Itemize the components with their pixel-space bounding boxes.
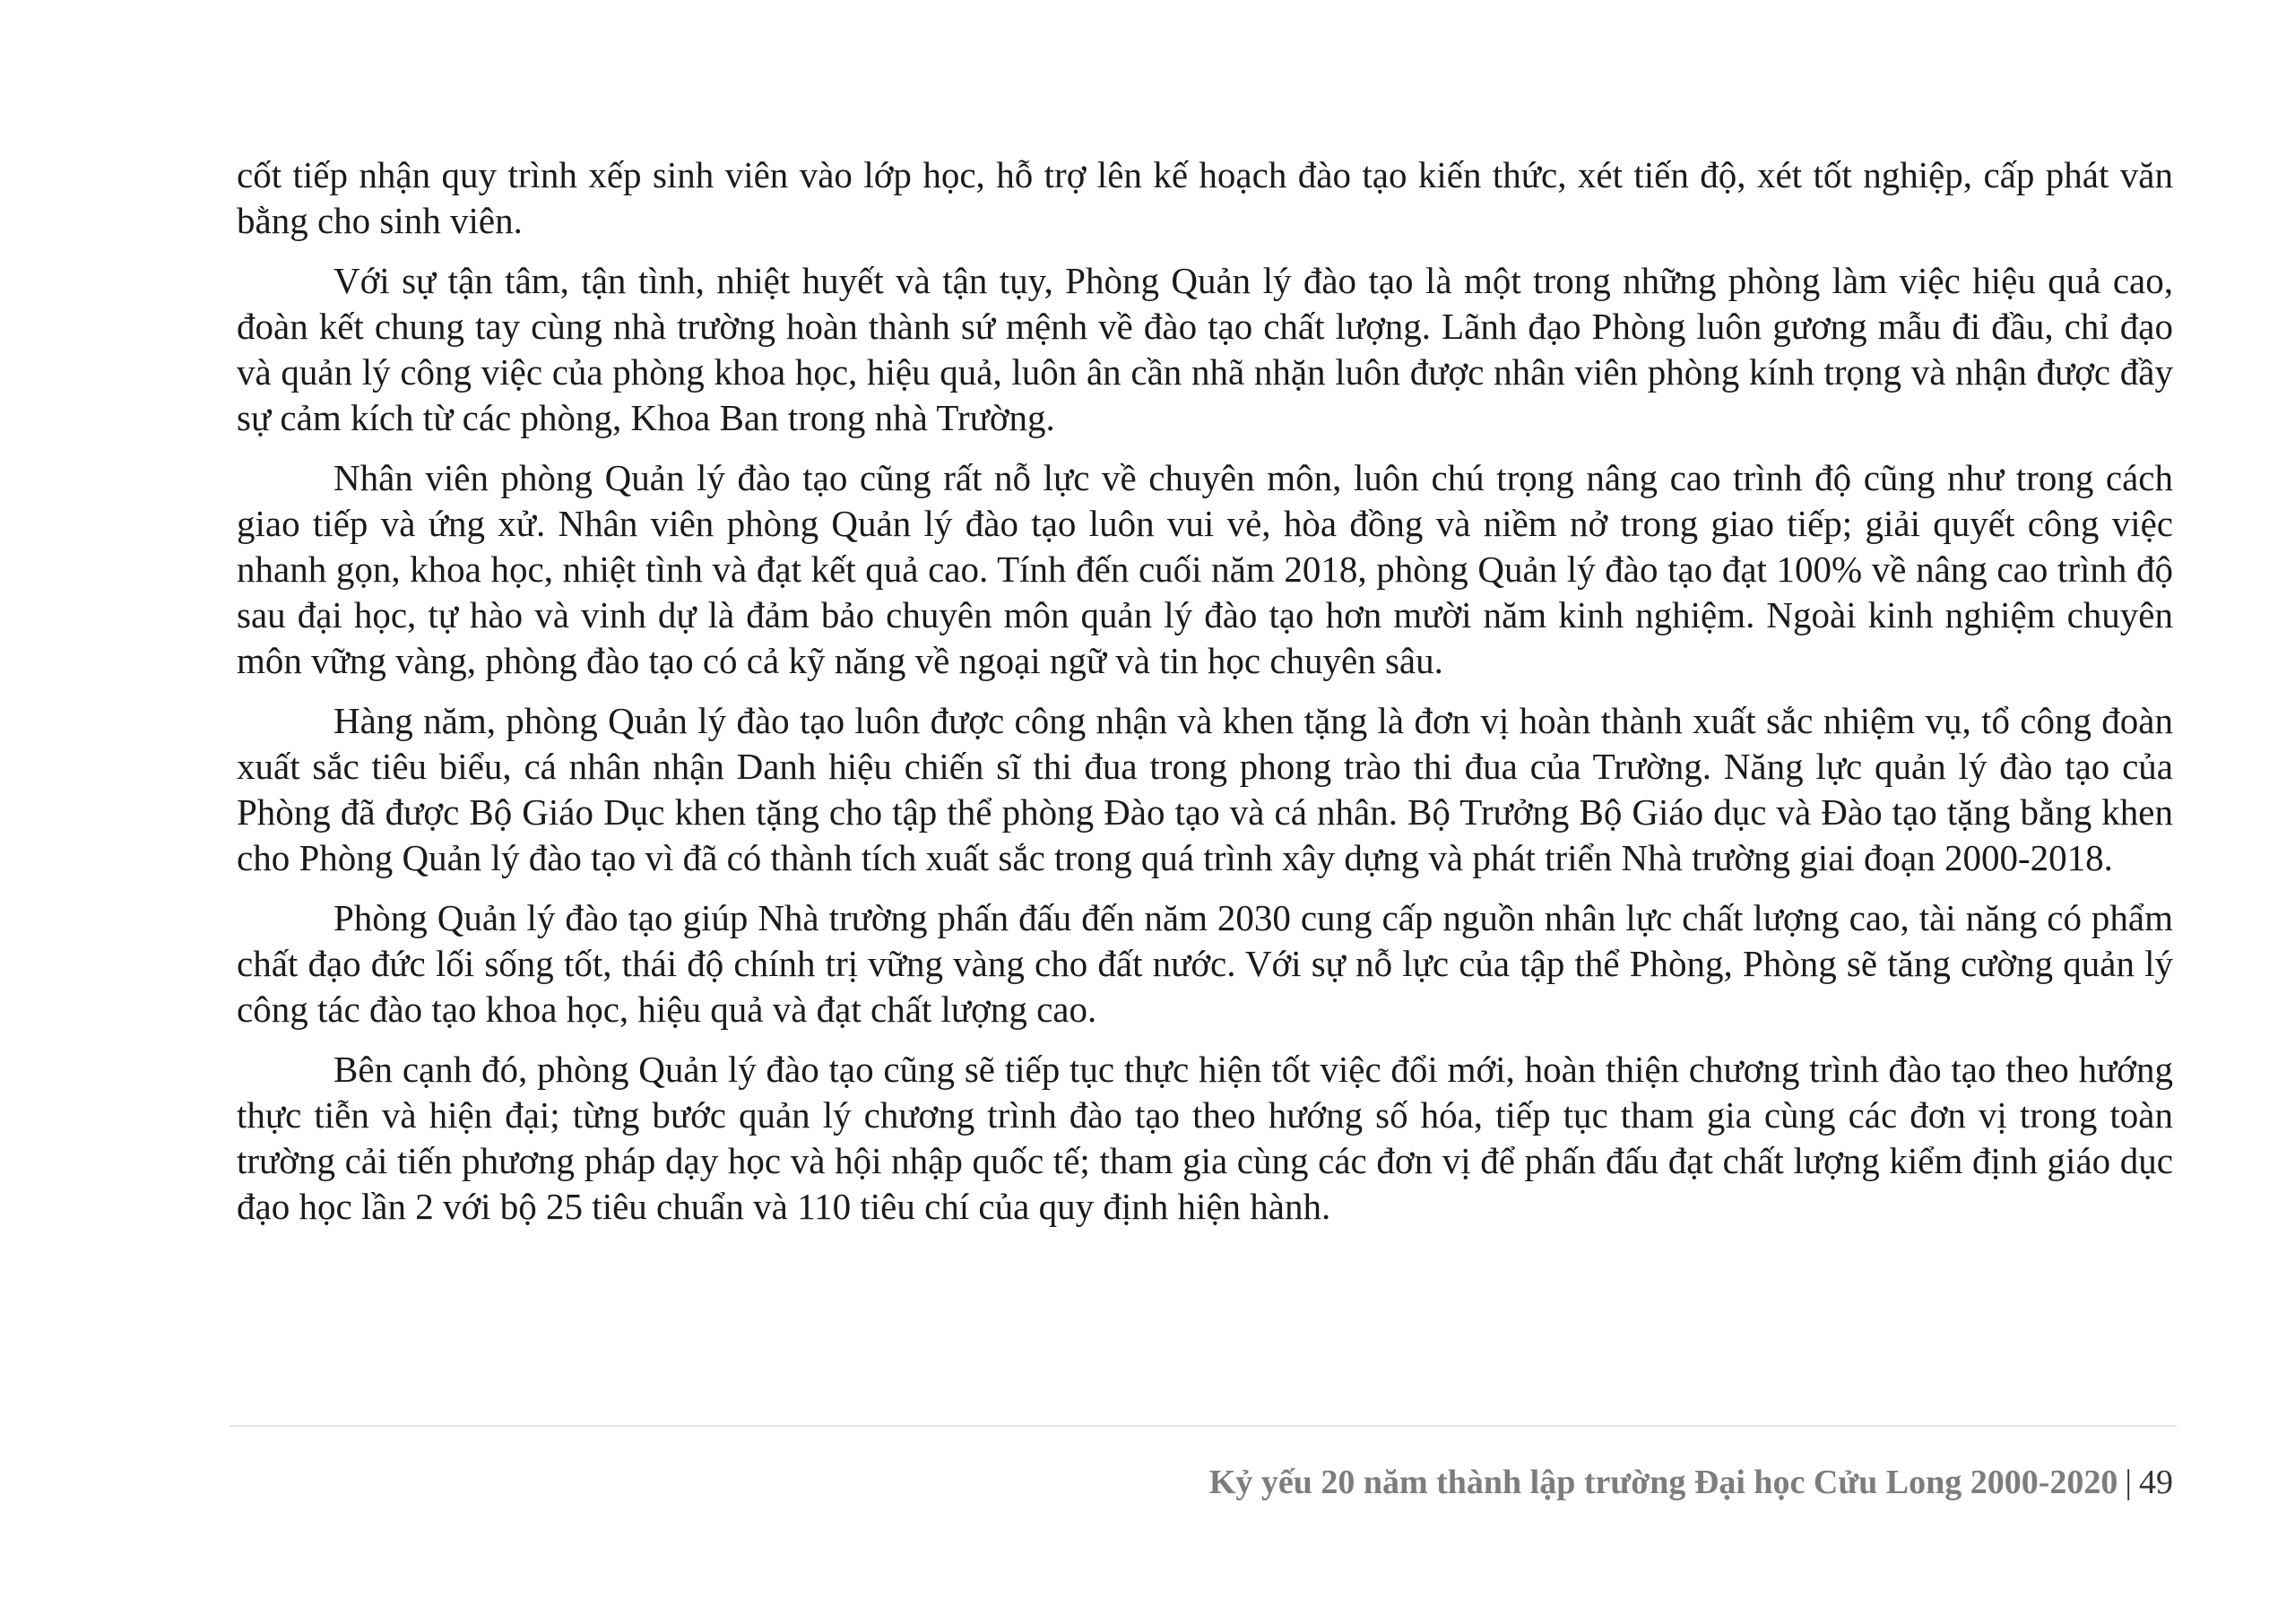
page-footer — [1209, 1461, 2173, 1504]
paragraph: Nhân viên phòng Quản lý đào tạo cũng rất nỗ lực về chuyên môn, luôn chú trọng nâng cao trình độ cũng như trong cách giao tiếp và ứng xử. Nhân viên phòng Quản lý đào tạo luôn vui vẻ, hòa đồng và niềm nở trong giao tiếp; giải quyết công việc nhanh gọn, khoa học, nhiệt tình và đạt kết quả cao. Tính đến cuối năm 2018, phòng Quản lý đào tạo đạt 100% về nâng cao trình độ sau đại học, tự hào và vinh dự là đảm bảo chuyên môn quản lý đào tạo hơn mười năm kinh nghiệm. Ngoài kinh nghiệm chuyên môn vững vàng, phòng đào tạo có cả kỹ năng về ngoại ngữ và tin học chuyên sâu. — [237, 457, 2173, 681]
body-text — [237, 152, 2173, 1244]
footer-title: Kỷ yếu 20 năm thành lập trường Đại học Cửu Long 2000-2020 — [1208, 1464, 2118, 1501]
paragraph: Phòng Quản lý đào tạo giúp Nhà trường phấn đấu đến năm 2030 cung cấp nguồn nhân lực chất lượng cao, tài năng có phẩm chất đạo đức lối sống tốt, thái độ chính trị vững vàng cho đất nước. Với sự nỗ lực của tập thể Phòng, Phòng sẽ tăng cường quản lý công tác đào tạo khoa học, hiệu quả và đạt chất lượng cao. — [237, 897, 2173, 1030]
footer-separator: | — [2125, 1464, 2132, 1501]
page-number: 49 — [2139, 1464, 2173, 1501]
paragraph: Với sự tận tâm, tận tình, nhiệt huyết và tận tụy, Phòng Quản lý đào tạo là một trong những phòng làm việc hiệu quả cao, đoàn kết chung tay cùng nhà trường hoàn thành sứ mệnh về đào tạo chất lượng. Lãnh đạo Phòng luôn gương mẫu đi đầu, chỉ đạo và quản lý công việc của phòng khoa học, hiệu quả, luôn ân cần nhã nhặn luôn được nhân viên phòng kính trọng và nhận được đầy sự cảm kích từ các phòng, Khoa Ban trong nhà Trường. — [237, 260, 2173, 438]
footer-divider — [230, 1425, 2177, 1427]
paragraph-continuation: cốt tiếp nhận quy trình xếp sinh viên vào lớp học, hỗ trợ lên kế hoạch đào tạo kiến thức, xét tiến độ, xét tốt nghiệp, cấp phát văn bằng cho sinh viên. — [237, 154, 2173, 241]
paragraph: Hàng năm, phòng Quản lý đào tạo luôn được công nhận và khen tặng là đơn vị hoàn thành xuất sắc nhiệm vụ, tổ công đoàn xuất sắc tiêu biểu, cá nhân nhận Danh hiệu chiến sĩ thi đua trong phong trào thi đua của Trường. Năng lực quản lý đào tạo của Phòng đã được Bộ Giáo Dục khen tặng cho tập thể phòng Đào tạo và cá nhân. Bộ Trưởng Bộ Giáo dục và Đào tạo tặng bằng khen cho Phòng Quản lý đào tạo vì đã có thành tích xuất sắc trong quá trình xây dựng và phát triển Nhà trường giai đoạn 2000-2018. — [237, 700, 2173, 878]
paragraph: Bên cạnh đó, phòng Quản lý đào tạo cũng sẽ tiếp tục thực hiện tốt việc đổi mới, hoàn thiện chương trình đào tạo theo hướng thực tiễn và hiện đại; từng bước quản lý chương trình đào tạo theo hướng số hóa, tiếp tục tham gia cùng các đơn vị trong toàn trường cải tiến phương pháp dạy học và hội nhập quốc tế; tham gia cùng các đơn vị để phấn đấu đạt chất lượng kiểm định giáo dục đạo học lần 2 với bộ 25 tiêu chuẩn và 110 tiêu chí của quy định hiện hành. — [237, 1049, 2173, 1227]
